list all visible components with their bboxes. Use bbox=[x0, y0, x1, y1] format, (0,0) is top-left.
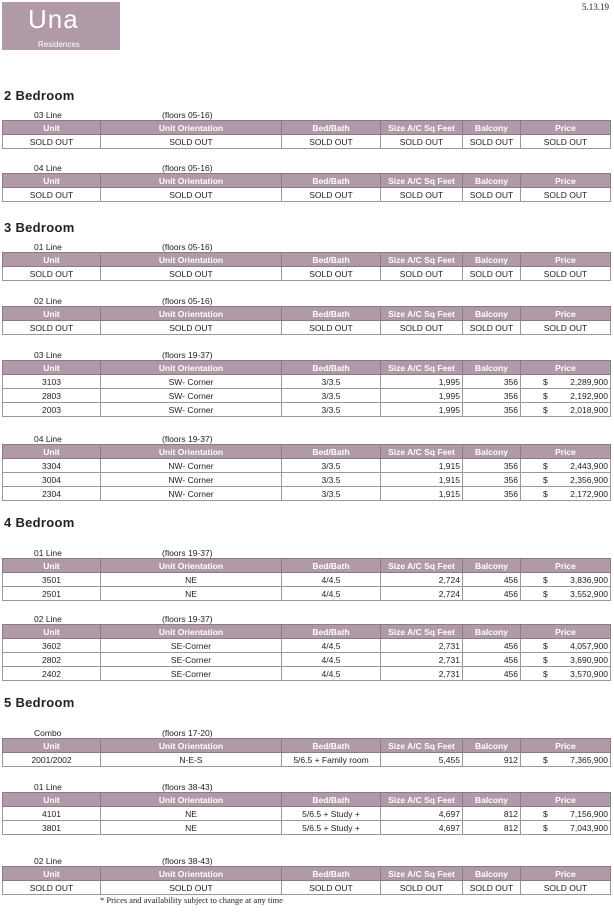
currency-symbol: $ bbox=[543, 474, 548, 485]
table-cell: SOLD OUT bbox=[282, 267, 381, 281]
table-cell: 4/4.5 bbox=[282, 573, 381, 587]
table-header-row bbox=[3, 867, 611, 881]
currency-symbol: $ bbox=[543, 460, 548, 471]
column-header: Unit bbox=[3, 625, 101, 639]
line-label: 01 Line bbox=[34, 242, 62, 252]
table-cell: 2802 bbox=[3, 653, 101, 667]
column-header: Bed/Bath bbox=[282, 121, 381, 135]
table-cell: SOLD OUT bbox=[521, 188, 611, 202]
brand-tagline: Residences bbox=[38, 40, 80, 49]
table-row bbox=[3, 653, 611, 667]
price-cell bbox=[521, 473, 611, 487]
price-cell bbox=[521, 667, 611, 681]
column-header: Unit Orientation bbox=[101, 361, 282, 375]
price-value: 3,836,900 bbox=[570, 574, 608, 585]
currency-symbol: $ bbox=[543, 488, 548, 499]
currency-symbol: $ bbox=[543, 754, 548, 765]
table-cell: 4/4.5 bbox=[282, 587, 381, 601]
currency-symbol: $ bbox=[543, 668, 548, 679]
table-cell: 356 bbox=[463, 473, 521, 487]
column-header: Unit bbox=[3, 445, 101, 459]
section-title: 5 Bedroom bbox=[4, 695, 75, 710]
floors-label: (floors 38-43) bbox=[162, 856, 213, 866]
table-cell: SOLD OUT bbox=[101, 188, 282, 202]
column-header: Price bbox=[521, 361, 611, 375]
table-row bbox=[3, 375, 611, 389]
column-header: Bed/Bath bbox=[282, 307, 381, 321]
line-label: 01 Line bbox=[34, 782, 62, 792]
table-row bbox=[3, 321, 611, 335]
table-cell: 4/4.5 bbox=[282, 667, 381, 681]
price-cell bbox=[521, 653, 611, 667]
table-cell: SOLD OUT bbox=[3, 188, 101, 202]
table-cell: SOLD OUT bbox=[463, 881, 521, 895]
table-cell: 2402 bbox=[3, 667, 101, 681]
column-header: Bed/Bath bbox=[282, 625, 381, 639]
column-header: Size A/C Sq Feet bbox=[381, 121, 463, 135]
table-cell: SOLD OUT bbox=[3, 267, 101, 281]
table-row bbox=[3, 188, 611, 202]
line-label: 04 Line bbox=[34, 434, 62, 444]
table-cell: SOLD OUT bbox=[381, 321, 463, 335]
table-cell: 2803 bbox=[3, 389, 101, 403]
table-row bbox=[3, 573, 611, 587]
units-table bbox=[2, 120, 611, 149]
price-cell bbox=[521, 487, 611, 501]
footnote: * Prices and availability subject to change at any time bbox=[100, 895, 283, 905]
table-cell: 4,697 bbox=[381, 807, 463, 821]
table-cell: SOLD OUT bbox=[463, 267, 521, 281]
column-header: Unit Orientation bbox=[101, 739, 282, 753]
table-cell: NE bbox=[101, 821, 282, 835]
line-label: 02 Line bbox=[34, 296, 62, 306]
table-cell: SE-Corner bbox=[101, 667, 282, 681]
price-value: 4,057,900 bbox=[570, 640, 608, 651]
table-cell: 3602 bbox=[3, 639, 101, 653]
line-label: 02 Line bbox=[34, 614, 62, 624]
table-cell: 1,915 bbox=[381, 459, 463, 473]
column-header: Bed/Bath bbox=[282, 867, 381, 881]
column-header: Size A/C Sq Feet bbox=[381, 361, 463, 375]
table-cell: 3/3.5 bbox=[282, 375, 381, 389]
column-header: Size A/C Sq Feet bbox=[381, 559, 463, 573]
column-header: Size A/C Sq Feet bbox=[381, 174, 463, 188]
table-cell: 4101 bbox=[3, 807, 101, 821]
table-cell: 356 bbox=[463, 403, 521, 417]
column-header: Unit Orientation bbox=[101, 559, 282, 573]
table-row bbox=[3, 135, 611, 149]
line-label: 04 Line bbox=[34, 163, 62, 173]
table-cell: 2501 bbox=[3, 587, 101, 601]
floors-label: (floors 17-20) bbox=[162, 728, 213, 738]
table-row bbox=[3, 587, 611, 601]
price-cell bbox=[521, 403, 611, 417]
table-cell: 2,724 bbox=[381, 587, 463, 601]
table-row bbox=[3, 459, 611, 473]
table-cell: 3501 bbox=[3, 573, 101, 587]
price-cell bbox=[521, 807, 611, 821]
table-cell: 3/3.5 bbox=[282, 473, 381, 487]
table-row bbox=[3, 807, 611, 821]
table-cell: NW- Corner bbox=[101, 487, 282, 501]
currency-symbol: $ bbox=[543, 588, 548, 599]
table-cell: 2003 bbox=[3, 403, 101, 417]
currency-symbol: $ bbox=[543, 404, 548, 415]
table-cell: 1,995 bbox=[381, 389, 463, 403]
table-cell: SOLD OUT bbox=[3, 135, 101, 149]
table-cell: 912 bbox=[463, 753, 521, 767]
table-row bbox=[3, 403, 611, 417]
table-cell: 5/6.5 + Study + bbox=[282, 821, 381, 835]
table-cell: 456 bbox=[463, 653, 521, 667]
floors-label: (floors 05-16) bbox=[162, 163, 213, 173]
floors-label: (floors 05-16) bbox=[162, 110, 213, 120]
table-header-row bbox=[3, 361, 611, 375]
line-label: 03 Line bbox=[34, 350, 62, 360]
section-title: 4 Bedroom bbox=[4, 515, 75, 530]
table-cell: NW- Corner bbox=[101, 473, 282, 487]
table-cell: 5,455 bbox=[381, 753, 463, 767]
floors-label: (floors 19-37) bbox=[162, 434, 213, 444]
table-row bbox=[3, 881, 611, 895]
line-label: 03 Line bbox=[34, 110, 62, 120]
column-header: Unit bbox=[3, 867, 101, 881]
table-cell: 3/3.5 bbox=[282, 389, 381, 403]
table-cell: 3/3.5 bbox=[282, 487, 381, 501]
currency-symbol: $ bbox=[543, 654, 548, 665]
price-cell bbox=[521, 587, 611, 601]
table-cell: 456 bbox=[463, 667, 521, 681]
table-cell: SOLD OUT bbox=[521, 321, 611, 335]
column-header: Balcony bbox=[463, 174, 521, 188]
price-list-date: 5.13.19 bbox=[582, 2, 609, 12]
column-header: Bed/Bath bbox=[282, 174, 381, 188]
table-cell: SW- Corner bbox=[101, 375, 282, 389]
column-header: Unit Orientation bbox=[101, 307, 282, 321]
table-cell: NE bbox=[101, 573, 282, 587]
currency-symbol: $ bbox=[543, 808, 548, 819]
price-value: 3,690,900 bbox=[570, 654, 608, 665]
column-header: Unit Orientation bbox=[101, 121, 282, 135]
table-cell: 5/6.5 + Study + bbox=[282, 807, 381, 821]
table-cell: 3/3.5 bbox=[282, 459, 381, 473]
column-header: Size A/C Sq Feet bbox=[381, 445, 463, 459]
table-cell: SOLD OUT bbox=[381, 267, 463, 281]
section-title: 3 Bedroom bbox=[4, 220, 75, 235]
column-header: Balcony bbox=[463, 625, 521, 639]
units-table bbox=[2, 792, 611, 835]
column-header: Price bbox=[521, 793, 611, 807]
column-header: Price bbox=[521, 121, 611, 135]
column-header: Price bbox=[521, 253, 611, 267]
table-cell: 356 bbox=[463, 389, 521, 403]
table-cell: 356 bbox=[463, 487, 521, 501]
price-value: 7,156,900 bbox=[570, 808, 608, 819]
table-cell: SE-Corner bbox=[101, 639, 282, 653]
table-cell: SW- Corner bbox=[101, 403, 282, 417]
table-cell: SOLD OUT bbox=[3, 321, 101, 335]
column-header: Balcony bbox=[463, 867, 521, 881]
table-cell: SOLD OUT bbox=[282, 881, 381, 895]
section-title: 2 Bedroom bbox=[4, 88, 75, 103]
currency-symbol: $ bbox=[543, 376, 548, 387]
units-table bbox=[2, 444, 611, 501]
column-header: Price bbox=[521, 174, 611, 188]
currency-symbol: $ bbox=[543, 822, 548, 833]
column-header: Balcony bbox=[463, 445, 521, 459]
column-header: Bed/Bath bbox=[282, 361, 381, 375]
table-header-row bbox=[3, 445, 611, 459]
table-cell: 4/4.5 bbox=[282, 639, 381, 653]
column-header: Bed/Bath bbox=[282, 253, 381, 267]
table-header-row bbox=[3, 739, 611, 753]
price-cell bbox=[521, 639, 611, 653]
floors-label: (floors 38-43) bbox=[162, 782, 213, 792]
column-header: Bed/Bath bbox=[282, 559, 381, 573]
table-cell: 2,731 bbox=[381, 667, 463, 681]
column-header: Balcony bbox=[463, 559, 521, 573]
table-row bbox=[3, 267, 611, 281]
price-value: 3,570,900 bbox=[570, 668, 608, 679]
floors-label: (floors 19-37) bbox=[162, 350, 213, 360]
table-row bbox=[3, 389, 611, 403]
table-cell: 456 bbox=[463, 587, 521, 601]
column-header: Unit Orientation bbox=[101, 625, 282, 639]
table-cell: 3801 bbox=[3, 821, 101, 835]
price-value: 7,043,900 bbox=[570, 822, 608, 833]
table-header-row bbox=[3, 625, 611, 639]
table-row bbox=[3, 473, 611, 487]
price-cell bbox=[521, 573, 611, 587]
column-header: Unit bbox=[3, 739, 101, 753]
column-header: Balcony bbox=[463, 361, 521, 375]
price-cell bbox=[521, 821, 611, 835]
units-table bbox=[2, 738, 611, 767]
table-cell: SOLD OUT bbox=[101, 267, 282, 281]
table-cell: 2,731 bbox=[381, 653, 463, 667]
units-table bbox=[2, 306, 611, 335]
column-header: Balcony bbox=[463, 121, 521, 135]
table-cell: SE-Corner bbox=[101, 653, 282, 667]
table-cell: 356 bbox=[463, 375, 521, 389]
table-cell: SOLD OUT bbox=[101, 321, 282, 335]
column-header: Unit bbox=[3, 121, 101, 135]
column-header: Price bbox=[521, 445, 611, 459]
price-value: 7,365,900 bbox=[570, 754, 608, 765]
price-value: 2,172,900 bbox=[570, 488, 608, 499]
table-cell: 4,697 bbox=[381, 821, 463, 835]
price-cell bbox=[521, 459, 611, 473]
units-table bbox=[2, 866, 611, 895]
table-header-row bbox=[3, 253, 611, 267]
table-cell: SOLD OUT bbox=[3, 881, 101, 895]
table-cell: N-E-S bbox=[101, 753, 282, 767]
column-header: Size A/C Sq Feet bbox=[381, 793, 463, 807]
price-value: 3,552,900 bbox=[570, 588, 608, 599]
table-cell: 3/3.5 bbox=[282, 403, 381, 417]
column-header: Balcony bbox=[463, 739, 521, 753]
column-header: Bed/Bath bbox=[282, 793, 381, 807]
table-cell: SOLD OUT bbox=[521, 267, 611, 281]
table-cell: 1,995 bbox=[381, 403, 463, 417]
table-cell: SOLD OUT bbox=[381, 135, 463, 149]
units-table bbox=[2, 624, 611, 681]
column-header: Unit bbox=[3, 307, 101, 321]
units-table bbox=[2, 558, 611, 601]
column-header: Price bbox=[521, 559, 611, 573]
table-cell: SOLD OUT bbox=[282, 188, 381, 202]
column-header: Unit Orientation bbox=[101, 174, 282, 188]
column-header: Unit bbox=[3, 361, 101, 375]
table-row bbox=[3, 639, 611, 653]
price-cell bbox=[521, 375, 611, 389]
table-cell: SOLD OUT bbox=[381, 188, 463, 202]
table-cell: SOLD OUT bbox=[101, 881, 282, 895]
brand-name: Una bbox=[28, 4, 79, 34]
column-header: Unit bbox=[3, 559, 101, 573]
table-cell: SOLD OUT bbox=[463, 135, 521, 149]
table-cell: 3103 bbox=[3, 375, 101, 389]
table-cell: 2304 bbox=[3, 487, 101, 501]
floors-label: (floors 19-37) bbox=[162, 548, 213, 558]
table-row bbox=[3, 667, 611, 681]
table-cell: NE bbox=[101, 587, 282, 601]
table-cell: 2,731 bbox=[381, 639, 463, 653]
line-label: 01 Line bbox=[34, 548, 62, 558]
table-cell: NW- Corner bbox=[101, 459, 282, 473]
column-header: Unit bbox=[3, 793, 101, 807]
floors-label: (floors 05-16) bbox=[162, 296, 213, 306]
table-header-row bbox=[3, 121, 611, 135]
column-header: Size A/C Sq Feet bbox=[381, 253, 463, 267]
column-header: Unit bbox=[3, 174, 101, 188]
currency-symbol: $ bbox=[543, 640, 548, 651]
column-header: Unit Orientation bbox=[101, 253, 282, 267]
price-value: 2,289,900 bbox=[570, 376, 608, 387]
price-value: 2,018,900 bbox=[570, 404, 608, 415]
column-header: Size A/C Sq Feet bbox=[381, 867, 463, 881]
price-cell bbox=[521, 389, 611, 403]
table-cell: 812 bbox=[463, 821, 521, 835]
price-value: 2,192,900 bbox=[570, 390, 608, 401]
column-header: Price bbox=[521, 739, 611, 753]
table-cell: 356 bbox=[463, 459, 521, 473]
column-header: Unit Orientation bbox=[101, 867, 282, 881]
table-cell: SOLD OUT bbox=[101, 135, 282, 149]
units-table bbox=[2, 252, 611, 281]
floors-label: (floors 05-16) bbox=[162, 242, 213, 252]
price-value: 2,356,900 bbox=[570, 474, 608, 485]
column-header: Balcony bbox=[463, 253, 521, 267]
currency-symbol: $ bbox=[543, 390, 548, 401]
table-cell: 456 bbox=[463, 639, 521, 653]
table-cell: 2,724 bbox=[381, 573, 463, 587]
table-row bbox=[3, 487, 611, 501]
column-header: Size A/C Sq Feet bbox=[381, 625, 463, 639]
units-table bbox=[2, 360, 611, 417]
units-table bbox=[2, 173, 611, 202]
table-cell: SW- Corner bbox=[101, 389, 282, 403]
column-header: Balcony bbox=[463, 793, 521, 807]
column-header: Unit bbox=[3, 253, 101, 267]
table-cell: 1,915 bbox=[381, 487, 463, 501]
table-cell: SOLD OUT bbox=[282, 135, 381, 149]
column-header: Price bbox=[521, 625, 611, 639]
column-header: Unit Orientation bbox=[101, 793, 282, 807]
table-row bbox=[3, 821, 611, 835]
table-row bbox=[3, 753, 611, 767]
table-cell: 812 bbox=[463, 807, 521, 821]
table-cell: 456 bbox=[463, 573, 521, 587]
price-cell bbox=[521, 753, 611, 767]
table-cell: 5/6.5 + Family room bbox=[282, 753, 381, 767]
table-cell: 1,995 bbox=[381, 375, 463, 389]
table-cell: SOLD OUT bbox=[521, 135, 611, 149]
price-value: 2,443,900 bbox=[570, 460, 608, 471]
table-cell: 4/4.5 bbox=[282, 653, 381, 667]
table-cell: SOLD OUT bbox=[463, 321, 521, 335]
column-header: Bed/Bath bbox=[282, 445, 381, 459]
table-cell: SOLD OUT bbox=[381, 881, 463, 895]
column-header: Size A/C Sq Feet bbox=[381, 307, 463, 321]
column-header: Bed/Bath bbox=[282, 739, 381, 753]
table-cell: 2001/2002 bbox=[3, 753, 101, 767]
table-cell: SOLD OUT bbox=[521, 881, 611, 895]
table-header-row bbox=[3, 307, 611, 321]
table-cell: NE bbox=[101, 807, 282, 821]
table-cell: SOLD OUT bbox=[282, 321, 381, 335]
table-cell: 3304 bbox=[3, 459, 101, 473]
column-header: Size A/C Sq Feet bbox=[381, 739, 463, 753]
table-cell: 3004 bbox=[3, 473, 101, 487]
floors-label: (floors 19-37) bbox=[162, 614, 213, 624]
line-label: 02 Line bbox=[34, 856, 62, 866]
table-header-row bbox=[3, 174, 611, 188]
table-cell: SOLD OUT bbox=[463, 188, 521, 202]
column-header: Unit Orientation bbox=[101, 445, 282, 459]
table-header-row bbox=[3, 793, 611, 807]
currency-symbol: $ bbox=[543, 574, 548, 585]
table-header-row bbox=[3, 559, 611, 573]
column-header: Price bbox=[521, 307, 611, 321]
brand-logo bbox=[2, 2, 120, 50]
line-label: Combo bbox=[34, 728, 62, 738]
column-header: Price bbox=[521, 867, 611, 881]
column-header: Balcony bbox=[463, 307, 521, 321]
table-cell: 1,915 bbox=[381, 473, 463, 487]
